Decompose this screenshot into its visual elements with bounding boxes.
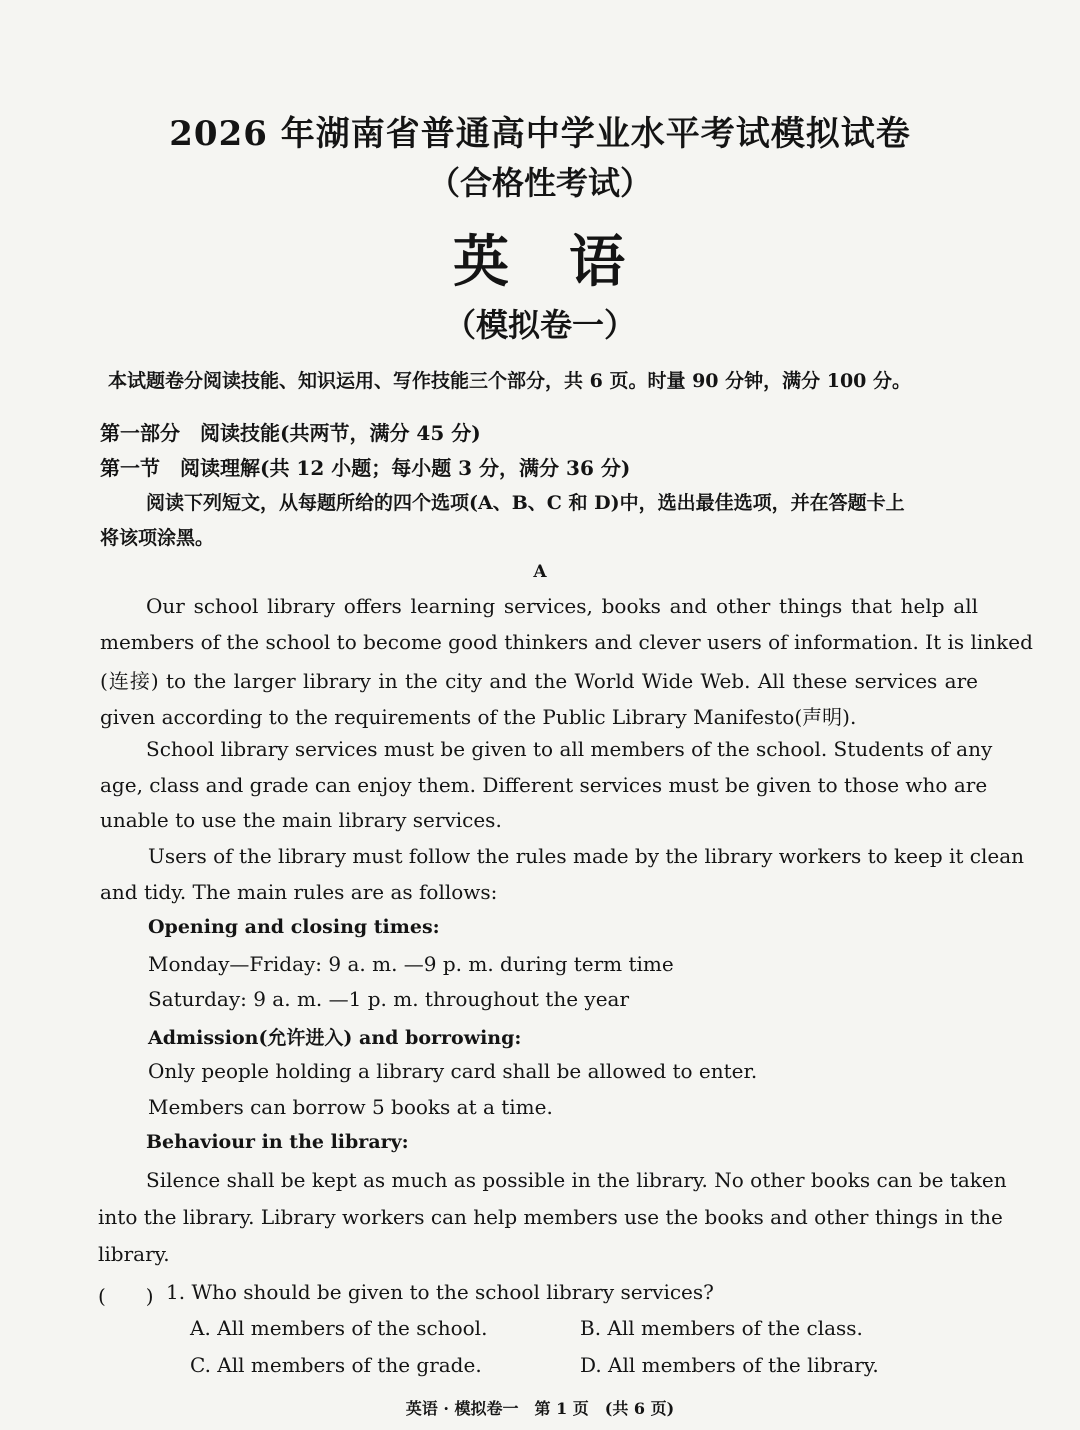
section-one-heading: 第一节 阅读理解(共 12 小题；每小题 3 分，满分 36 分) bbox=[100, 456, 631, 480]
passage-line: given according to the requirements of the Public Library Manifesto(声明). bbox=[100, 705, 857, 729]
paper-number: （模拟卷一） bbox=[443, 306, 636, 344]
rule-heading-admission: Admission(允许进入) and borrowing: bbox=[148, 1027, 522, 1049]
exam-instructions: 本试题卷分阅读技能、知识运用、写作技能三个部分，共 6 页。时量 90 分钟，满分 100 分。 bbox=[108, 370, 912, 392]
option-d: D. All members of the library. bbox=[580, 1353, 879, 1377]
passage-line: age, class and grade can enjoy them. Different services must be given to those who are bbox=[100, 773, 988, 797]
passage-line: Monday—Friday: 9 a. m. —9 p. m. during term time bbox=[148, 952, 674, 976]
exam-title: 2026 年湖南省普通高中学业水平考试模拟试卷 bbox=[169, 114, 911, 154]
option-c: C. All members of the grade. bbox=[190, 1353, 482, 1377]
passage-line: and tidy. The main rules are as follows: bbox=[100, 880, 498, 904]
exam-subtitle: （合格性考试） bbox=[427, 164, 652, 202]
part-one-heading: 第一部分 阅读技能(共两节，满分 45 分) bbox=[100, 421, 481, 445]
passage-line: into the library. Library workers can help members use the books and other things in the bbox=[98, 1205, 1003, 1229]
option-b: B. All members of the class. bbox=[580, 1316, 863, 1340]
page-footer: 英语 · 模拟卷一 第 1 页 (共 6 页) bbox=[405, 1399, 675, 1418]
passage-line: School library services must be given to all members of the school. Students of any bbox=[146, 737, 993, 761]
passage-line: (连接) to the larger library in the city and the World Wide Web. All these services are bbox=[100, 669, 978, 693]
passage-line: unable to use the main library services. bbox=[100, 808, 502, 832]
passage-line: members of the school to become good thinkers and clever users of information. It is linked bbox=[100, 630, 1033, 654]
directions-line-1: 阅读下列短文，从每题所给的四个选项(A、B、C 和 D)中，选出最佳选项，并在答题卡上 bbox=[146, 492, 905, 514]
answer-bracket: ( ) bbox=[98, 1284, 154, 1308]
passage-label: A bbox=[533, 562, 547, 582]
subject-title: 英 语 bbox=[453, 229, 627, 295]
passage-line: Users of the library must follow the rules made by the library workers to keep it clean bbox=[148, 844, 1025, 868]
question-stem: 1. Who should be given to the school library services? bbox=[166, 1280, 714, 1304]
rule-heading-behaviour: Behaviour in the library: bbox=[146, 1131, 409, 1153]
passage-line: library. bbox=[98, 1242, 170, 1266]
passage-line: Only people holding a library card shall be allowed to enter. bbox=[148, 1059, 758, 1083]
passage-line: Members can borrow 5 books at a time. bbox=[148, 1095, 553, 1119]
passage-line: Silence shall be kept as much as possible in the library. No other books can be taken bbox=[146, 1168, 1007, 1192]
passage-line: Saturday: 9 a. m. —1 p. m. throughout the year bbox=[148, 987, 630, 1011]
rule-heading-hours: Opening and closing times: bbox=[148, 916, 440, 938]
option-a: A. All members of the school. bbox=[190, 1316, 488, 1340]
directions-line-2: 将该项涂黑。 bbox=[100, 527, 215, 549]
passage-line: Our school library offers learning services, books and other things that help all bbox=[146, 594, 978, 618]
